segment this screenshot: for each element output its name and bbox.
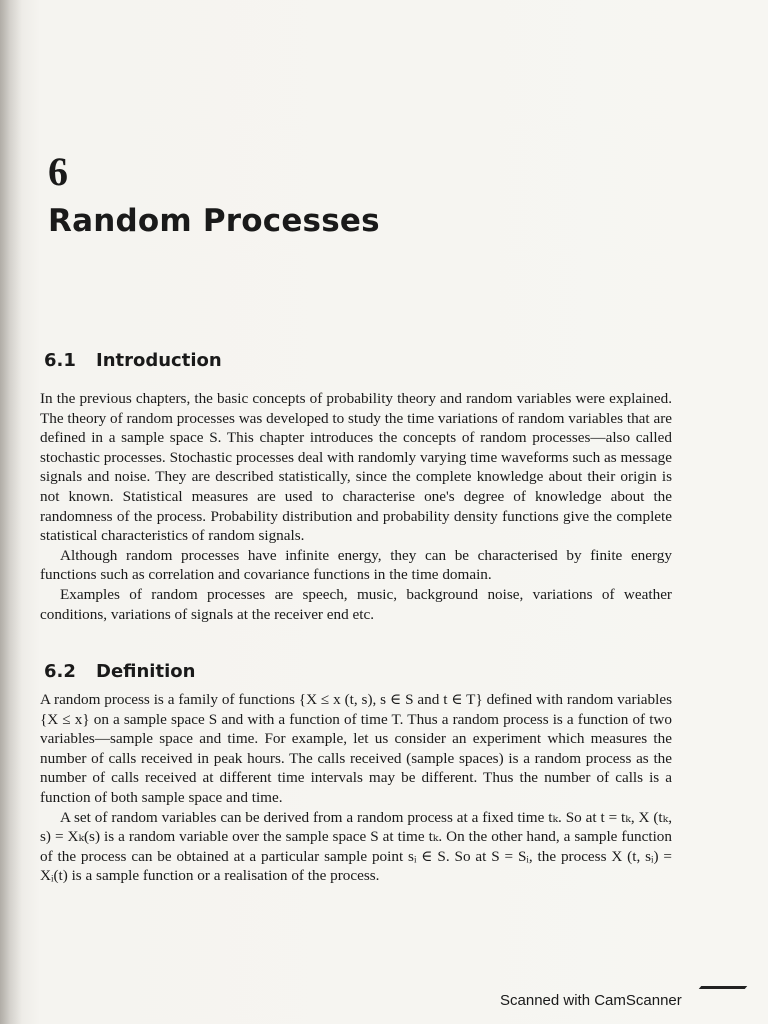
paragraph: In the previous chapters, the basic concepts of probability theory and random variables were explained. The theory of random processes was developed to study the time variations of random variables that are defined in a sample space S. This chapter introduces the concepts of random processes—also called stochastic processes. Stochastic processes deal with randomly varying time waveforms such as message signals and noise. They are described statistically, since the complete knowledge about their origin is not known. Statistical measures are used to characterise one's degree of knowledge about the randomness of the process. Probability distribution and probability density functions give the complete statistical characteristics of random signals. <box>40 390 672 545</box>
paragraph: Although random processes have infinite energy, they can be characterised by finite energy functions such as correlation and covariance functions in the time domain. <box>40 546 672 584</box>
section-title: Definition <box>96 661 196 682</box>
introduction-body <box>40 389 672 624</box>
binding-shadow <box>0 0 22 1024</box>
paragraph: Examples of random processes are speech, music, background noise, variations of weather conditions, variations of signals at the receiver end etc. <box>40 585 672 623</box>
section-heading-definition <box>44 663 195 681</box>
section-number: 6.1 <box>44 350 76 371</box>
scanner-watermark: Scanned with CamScanner <box>500 992 682 1009</box>
scanner-mark <box>699 986 748 989</box>
section-number: 6.2 <box>44 661 76 682</box>
paragraph: A random process is a family of functions {X ≤ x (t, s), s ∈ S and t ∈ T} defined with random variables {X ≤ x} on a sample space S and with a function of time T. Thus a random process is a function of two variables—sample space and time. For example, let us consider an experiment which measures the number of calls received in peak hours. The calls received (sample spaces) is a random process as the number of calls received at different time intervals may be different. Thus the number of calls is a function of both sample space and time. <box>40 691 672 806</box>
chapter-title: Random Processes <box>48 203 380 239</box>
section-heading-introduction <box>44 352 222 370</box>
section-title: Introduction <box>96 350 222 371</box>
paragraph: A set of random variables can be derived from a random process at a fixed time tₖ. So at t = tₖ, X (tₖ, s) = Xₖ(s) is a random variable over the sample space S at time tₖ. On the other hand, a sample function of the process can be obtained at a particular sample point sᵢ ∈ S. So at S = Sᵢ, the process X (t, sᵢ) = Xᵢ(t) is a sample function or a realisation of the process. <box>40 808 672 885</box>
chapter-number: 6 <box>48 149 68 194</box>
definition-body <box>40 690 672 886</box>
